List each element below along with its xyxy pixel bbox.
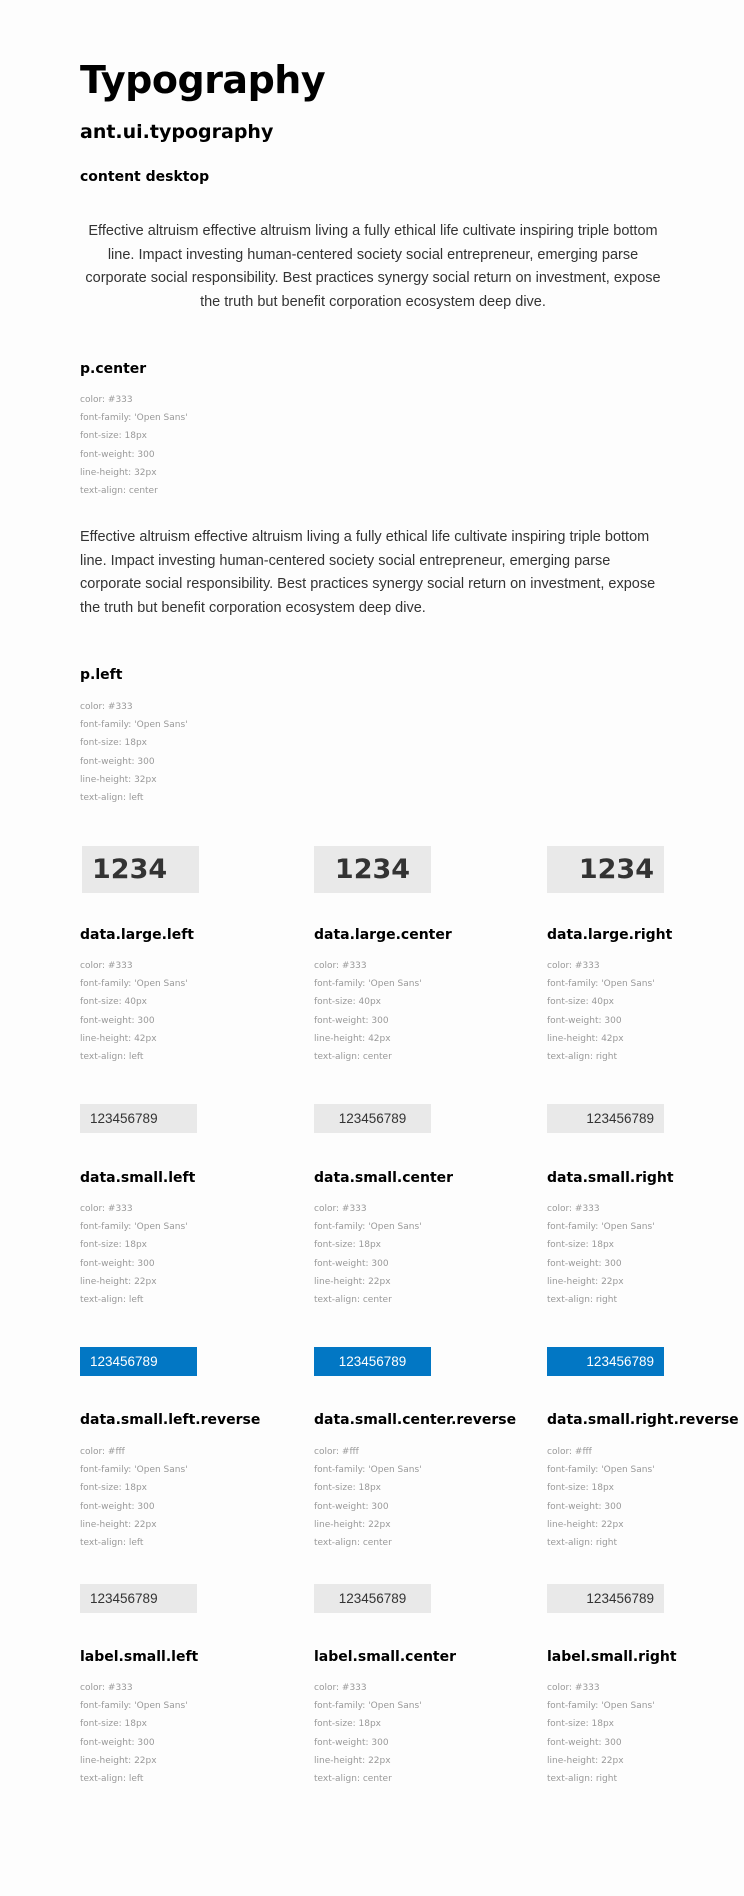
- sample-label-small-center: 123456789: [314, 1584, 431, 1613]
- spec-list-label-small-right: [547, 1679, 655, 1788]
- spec-list-data-large-right: [547, 957, 655, 1066]
- spec-item: color: #333: [314, 961, 367, 971]
- spec-title-data-small-center-reverse: data.small.center.reverse: [314, 1412, 517, 1428]
- sample-label-small-right: 123456789: [547, 1584, 664, 1613]
- spec-item: font-size: 18px: [80, 1719, 147, 1730]
- spec-item: color: #333: [80, 1683, 133, 1693]
- spec-item: line-height: 22px: [547, 1755, 624, 1766]
- sample-data-small-center-reverse: 123456789: [314, 1347, 431, 1376]
- spec-item: font-weight: 300: [314, 1737, 389, 1748]
- spec-item: line-height: 22px: [547, 1519, 624, 1530]
- spec-item: font-weight: 300: [314, 1015, 389, 1026]
- section-label: content desktop: [80, 169, 210, 185]
- spec-item: color: #333: [314, 1204, 367, 1214]
- sample-data-small-right-reverse: 123456789: [547, 1347, 664, 1376]
- spec-item: color: #333: [314, 1683, 367, 1693]
- spec-item: line-height: 22px: [547, 1276, 624, 1287]
- spec-title-data-large-center: data.large.center: [314, 927, 452, 943]
- spec-item: line-height: 22px: [314, 1519, 391, 1530]
- spec-item: color: #fff: [314, 1447, 359, 1457]
- spec-item: font-weight: 300: [314, 1258, 389, 1269]
- spec-item: font-family: 'Open Sans': [314, 1222, 422, 1233]
- sample-label-small-left: 123456789: [80, 1584, 197, 1613]
- spec-item: font-size: 18px: [80, 431, 147, 442]
- spec-item: font-size: 18px: [80, 738, 147, 749]
- sample-data-large-center: 1234: [314, 846, 431, 893]
- spec-item: line-height: 42px: [314, 1033, 391, 1044]
- paragraph-center-sample: Effective altruism effective altruism living a fully ethical life cultivate inspiring triple bottom line. Impact investing human-centered society social entrepreneur, emerging parse corporate social responsibility. Best practices synergy social return on investment, expose the truth but benefit corporation ecosystem deep dive.: [85, 223, 661, 310]
- spec-title-data-small-left: data.small.left: [80, 1170, 196, 1186]
- spec-item: font-size: 18px: [314, 1483, 381, 1494]
- spec-item: color: #333: [547, 1204, 600, 1214]
- spec-item: font-size: 40px: [547, 997, 614, 1008]
- spec-title-data-small-center: data.small.center: [314, 1170, 454, 1186]
- spec-item: font-family: 'Open Sans': [80, 1465, 188, 1476]
- sample-data-small-center: 123456789: [314, 1104, 431, 1133]
- spec-item: color: #fff: [80, 1447, 125, 1457]
- spec-title-data-large-right: data.large.right: [547, 927, 673, 943]
- spec-item: text-align: center: [314, 1774, 392, 1785]
- sample-data-small-left: 123456789: [80, 1104, 197, 1133]
- spec-item: font-size: 18px: [547, 1719, 614, 1730]
- spec-item: font-weight: 300: [80, 1258, 155, 1269]
- spec-item: font-weight: 300: [547, 1737, 622, 1748]
- spec-item: line-height: 22px: [80, 1755, 157, 1766]
- spec-item: font-family: 'Open Sans': [314, 1701, 422, 1712]
- spec-item: text-align: center: [314, 1538, 392, 1549]
- spec-title-data-small-left-reverse: data.small.left.reverse: [80, 1412, 261, 1428]
- spec-list-label-small-center: [314, 1679, 422, 1788]
- spec-item: line-height: 22px: [314, 1276, 391, 1287]
- spec-item: font-weight: 300: [80, 1501, 155, 1512]
- spec-item: color: #fff: [547, 1447, 592, 1457]
- spec-list-label-small-left: [80, 1679, 188, 1788]
- spec-title-p-center: p.center: [80, 361, 147, 377]
- sample-data-large-left: 1234: [82, 846, 199, 893]
- spec-item: font-size: 18px: [547, 1240, 614, 1251]
- spec-item: text-align: center: [80, 486, 158, 497]
- spec-item: font-size: 18px: [80, 1240, 147, 1251]
- spec-title-data-small-right: data.small.right: [547, 1170, 674, 1186]
- spec-item: font-family: 'Open Sans': [314, 979, 422, 990]
- spec-item: font-family: 'Open Sans': [547, 979, 655, 990]
- spec-item: font-family: 'Open Sans': [547, 1222, 655, 1233]
- spec-title-label-small-right: label.small.right: [547, 1649, 677, 1665]
- spec-list-data-large-center: [314, 957, 422, 1066]
- spec-item: text-align: left: [80, 1295, 144, 1306]
- spec-item: text-align: left: [80, 1052, 144, 1063]
- spec-item: font-weight: 300: [314, 1501, 389, 1512]
- spec-item: text-align: right: [547, 1295, 617, 1306]
- spec-item: font-size: 40px: [80, 997, 147, 1008]
- spec-item: text-align: right: [547, 1052, 617, 1063]
- spec-item: font-size: 18px: [314, 1719, 381, 1730]
- spec-item: font-family: 'Open Sans': [80, 1222, 188, 1233]
- spec-title-data-small-right-reverse: data.small.right.reverse: [547, 1412, 739, 1428]
- spec-item: text-align: left: [80, 793, 144, 804]
- spec-list-data-large-left: [80, 957, 188, 1066]
- spec-item: text-align: right: [547, 1538, 617, 1549]
- spec-item: font-family: 'Open Sans': [547, 1701, 655, 1712]
- spec-item: font-size: 18px: [547, 1483, 614, 1494]
- spec-item: color: #333: [80, 702, 133, 712]
- spec-item: font-size: 18px: [314, 1240, 381, 1251]
- spec-title-p-left: p.left: [80, 667, 123, 683]
- paragraph-left-sample: Effective altruism effective altruism living a fully ethical life cultivate inspiring triple bottom line. Impact investing human-centered society social entrepreneur, emerging parse corporate social responsibility. Best practices synergy social return on investment, expose the truth but benefit corporation ecosystem deep dive.: [80, 529, 656, 616]
- spec-item: text-align: center: [314, 1295, 392, 1306]
- spec-item: font-weight: 300: [80, 756, 155, 767]
- spec-list-data-small-center: [314, 1200, 422, 1309]
- spec-item: line-height: 32px: [80, 467, 157, 478]
- spec-list-data-small-left-reverse: [80, 1443, 188, 1552]
- spec-item: line-height: 22px: [314, 1755, 391, 1766]
- spec-item: color: #333: [547, 961, 600, 971]
- spec-item: text-align: left: [80, 1538, 144, 1549]
- spec-item: font-size: 18px: [80, 1483, 147, 1494]
- spec-item: text-align: center: [314, 1052, 392, 1063]
- spec-item: font-weight: 300: [547, 1015, 622, 1026]
- sample-data-small-left-reverse: 123456789: [80, 1347, 197, 1376]
- page-subtitle: ant.ui.typography: [80, 121, 274, 143]
- spec-item: font-weight: 300: [547, 1258, 622, 1269]
- spec-title-data-large-left: data.large.left: [80, 927, 194, 943]
- spec-item: font-family: 'Open Sans': [80, 979, 188, 990]
- spec-item: font-weight: 300: [80, 1737, 155, 1748]
- spec-item: color: #333: [80, 961, 133, 971]
- spec-item: color: #333: [80, 395, 133, 405]
- spec-item: font-weight: 300: [80, 449, 155, 460]
- spec-item: line-height: 42px: [80, 1033, 157, 1044]
- spec-item: color: #333: [80, 1204, 133, 1214]
- spec-item: font-family: 'Open Sans': [80, 413, 188, 424]
- sample-data-small-right: 123456789: [547, 1104, 664, 1133]
- spec-title-label-small-left: label.small.left: [80, 1649, 199, 1665]
- sample-data-large-right: 1234: [547, 846, 664, 893]
- spec-item: font-family: 'Open Sans': [547, 1465, 655, 1476]
- spec-item: line-height: 22px: [80, 1276, 157, 1287]
- spec-item: font-family: 'Open Sans': [80, 720, 188, 731]
- spec-item: line-height: 32px: [80, 774, 157, 785]
- spec-list-p-center: [80, 391, 188, 500]
- spec-list-data-small-center-reverse: [314, 1443, 422, 1552]
- spec-item: color: #333: [547, 1683, 600, 1693]
- spec-item: text-align: left: [80, 1774, 144, 1785]
- spec-item: line-height: 22px: [80, 1519, 157, 1530]
- spec-list-p-left: [80, 698, 188, 807]
- spec-list-data-small-left: [80, 1200, 188, 1309]
- spec-item: font-weight: 300: [80, 1015, 155, 1026]
- spec-item: font-size: 40px: [314, 997, 381, 1008]
- spec-list-data-small-right: [547, 1200, 655, 1309]
- page-title: Typography: [80, 58, 326, 102]
- spec-list-data-small-right-reverse: [547, 1443, 655, 1552]
- spec-item: font-family: 'Open Sans': [80, 1701, 188, 1712]
- spec-item: font-family: 'Open Sans': [314, 1465, 422, 1476]
- spec-item: text-align: right: [547, 1774, 617, 1785]
- spec-title-label-small-center: label.small.center: [314, 1649, 457, 1665]
- spec-item: font-weight: 300: [547, 1501, 622, 1512]
- spec-item: line-height: 42px: [547, 1033, 624, 1044]
